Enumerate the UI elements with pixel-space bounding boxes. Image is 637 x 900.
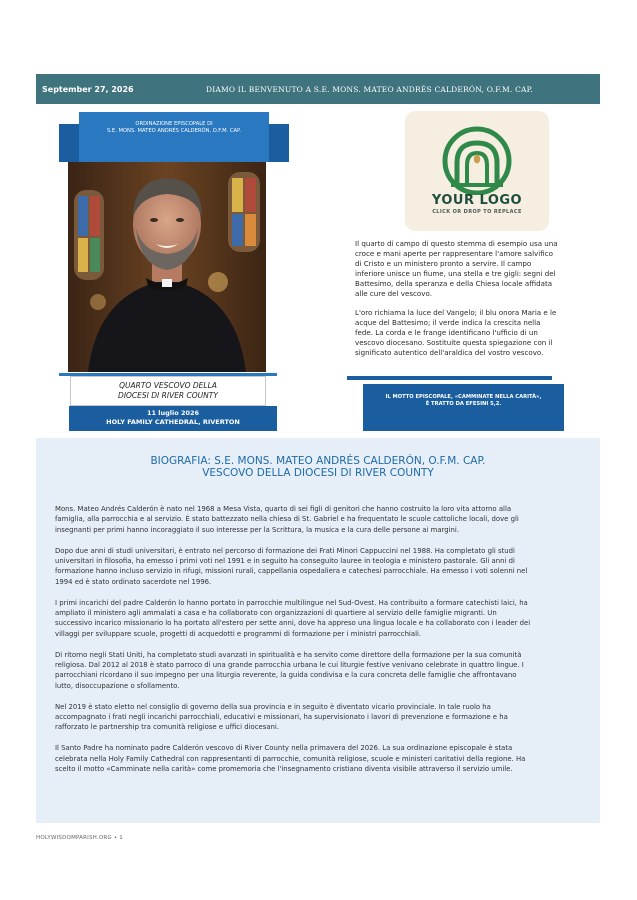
portrait-image <box>68 162 266 372</box>
ordination-line2: S.E. MONS. MATEO ANDRÉS CALDERÓN, O.F.M. CAP. <box>106 128 242 134</box>
header-welcome: DIAMO IL BENVENUTO A S.E. MONS. MATEO ANDRÉS CALDERÓN, O.F.M. CAP. <box>206 84 533 94</box>
biography-title-line1: BIOGRAFIA: S.E. MONS. MATEO ANDRÉS CALDERÓN, O.F.M. CAP. <box>150 455 486 467</box>
logo-subtitle: CLICK OR DROP TO REPLACE <box>432 209 522 215</box>
heraldry-paragraph: L'oro richiama la luce del Vangelo; il blu onora Maria e le acque del Battesimo; il verde indica la crescita nella fede. La corda e le frange identificano l'ufficio di un vescovo diocesano. Sostituite questa spiegazione con il significato autentico dell'araldica del vostro vescovo. <box>355 308 557 357</box>
page-footer: HOLYWISDOMPARISH.ORG • 1 <box>36 835 123 841</box>
biography-body <box>55 504 533 785</box>
heraldry-text <box>355 239 560 367</box>
logo-title: YOUR LOGO <box>431 193 523 208</box>
biography-paragraph: Il Santo Padre ha nominato padre Calderón vescovo di River County nella primavera del 2026. La sua ordinazione episcopale è stata celebrata nella Holy Family Cathedral con rappresentanti di parrocchie, comunità religiose, scuole e ministeri caritativi della regione. Ha scelto il motto «Camminate nella carità» come promemoria che l'insegnamento cristiano diventa visibile attraverso il servizio umile. <box>55 744 526 774</box>
event-date: 11 luglio 2026 <box>146 409 200 417</box>
motto-accent-line <box>347 376 552 380</box>
biography-paragraph: Nel 2019 è stato eletto nel consiglio di governo della sua provincia e in seguito è diventato vicario provinciale. In tale ruolo ha accompagnato i frati negli incarichi parrocchiali, educativi e missionari, ha supervisionato i lavori di prevenzione e formazione e ha rafforzato le partnership tra comunità religiose e uffici diocesani. <box>55 702 508 732</box>
motto-box <box>363 384 564 431</box>
quarto-line1: QUARTO VESCOVO DELLA <box>119 381 217 390</box>
biography-title-line2: VESCOVO DELLA DIOCESI DI RIVER COUNTY <box>202 467 434 479</box>
biography-section <box>36 438 600 823</box>
ordination-ribbon-left <box>59 124 81 162</box>
header-date: September 27, 2026 <box>42 84 134 94</box>
event-place: HOLY FAMILY CATHEDRAL, RIVERTON <box>106 418 240 426</box>
event-date-place <box>69 406 277 431</box>
biography-title <box>36 455 600 479</box>
logo-icon <box>405 111 549 195</box>
heraldry-paragraph: Il quarto di campo di questo stemma di esempio usa una croce e mani aperte per rappresentare l'amore salvifico di Cristo e un ministero pronto a servire. Il campo inferiore unisce un fiume, una stella e tre gigli: segni del Battesimo, della speranza e della Chiesa locale affidata alle cure del vescovo. <box>355 239 558 298</box>
ordination-ribbon-right <box>267 124 289 162</box>
header-bar <box>36 74 600 104</box>
quarto-line2: DIOCESI DI RIVER COUNTY <box>118 390 218 400</box>
biography-paragraph: Mons. Mateo Andrés Calderón è nato nel 1968 a Mesa Vista, quarto di sei figli di genitori che hanno costruito la loro vita attorno alla famiglia, alla parrocchia e al servizio. È stato battezzato nella chiesa di St. Gabriel e ha frequentato le scuole cattoliche locali, dove gli insegnanti per primi hanno incoraggiato il suo interesse per la Scrittura, la musica e la cura delle persone ai margini. <box>55 505 519 534</box>
motto-line2: È TRATTO DA EFESINI 5,2. <box>425 401 502 407</box>
biography-paragraph: Di ritorno negli Stati Uniti, ha completato studi avanzati in spiritualità e ha servito come direttore della formazione per la sua comunità religiosa. Dal 2012 al 2018 è stato parroco di una grande parrocchia urbana le cui liturgie festive venivano celebrate in quattro lingue. I parrocchiani ricordano il suo impegno per una liturgia reverente, la guida condivisa e la cura concreta delle famiglie che affrontavano lutto, disoccupazione o sfollamento. <box>55 650 524 690</box>
quarto-vescovo-label <box>70 376 266 406</box>
motto-line1: IL MOTTO EPISCOPALE, «CAMMINATE NELLA CARITÀ», <box>385 394 542 400</box>
biography-paragraph: Dopo due anni di studi universitari, è entrato nel percorso di formazione dei Frati Minori Cappuccini nel 1988. Ha completato gli studi universitari in filosofia, ha emesso i primi voti nel 1991 e in seguito ha conseguito lauree in teologia e ministero pastorale. Gli anni di formazione hanno incluso servizio in rifugi, missioni rurali, cappellania ospedaliera e catechesi parrocchiale. Ha emesso i voti solenni nel 1994 ed è stato ordinato sacerdote nel 1996. <box>55 546 528 586</box>
ordination-label <box>79 112 269 162</box>
logo-placeholder[interactable] <box>405 111 549 231</box>
bishop-portrait <box>68 162 266 372</box>
biography-paragraph: I primi incarichi del padre Calderón lo hanno portato in parrocchie multilingue nel Sud-Ovest. Ha contribuito a formare catechisti laici, ha ampliato il ministero agli ammalati a casa e ha collaborato con organizzazioni di quartiere al servizio delle famiglie migranti. Un successivo incarico missionario lo ha portato all'estero per sette anni, dove ha appreso una lingua locale e ha collaborato con i leader dei villaggi per sviluppare scuole, progetti di acquedotti e programmi di formazione per i ministri parrocchiali. <box>55 598 531 638</box>
ordination-line1: ORDINAZIONE EPISCOPALE DI <box>135 121 213 127</box>
